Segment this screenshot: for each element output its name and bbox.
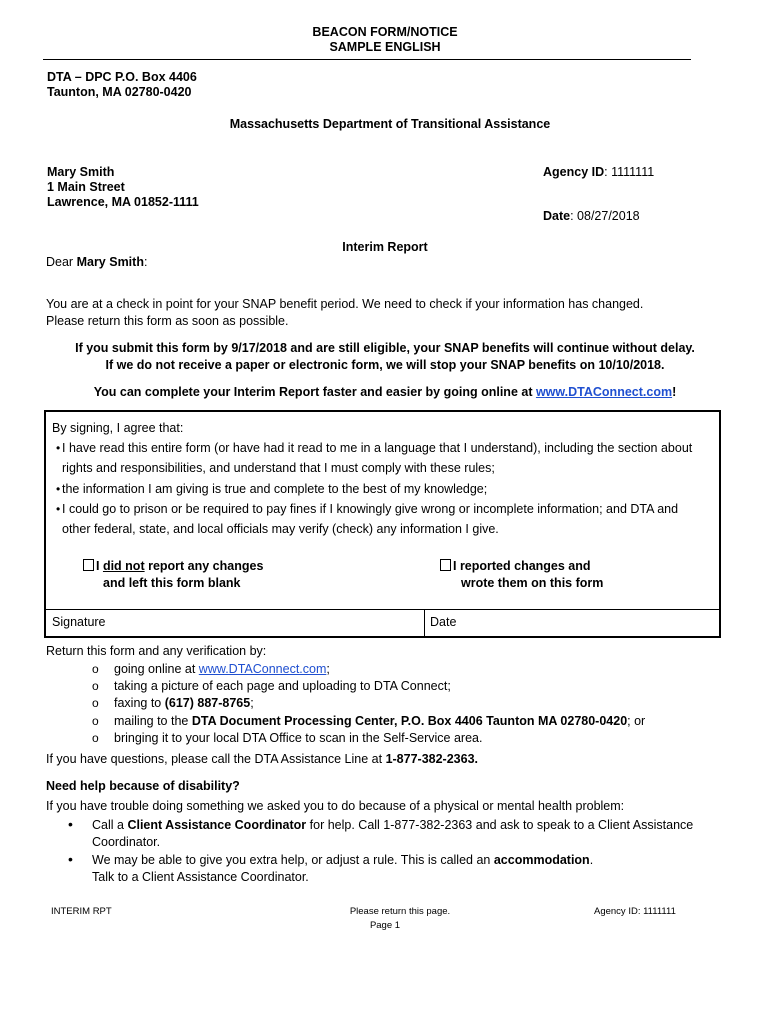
greeting-suffix: : (143, 255, 148, 269)
agreement-item1-line2: rights and responsibilities, and understand that I must comply with these rules; (62, 461, 495, 475)
bullet-dot-1: • (56, 441, 61, 455)
footer-form-code: INTERIM RPT (51, 906, 112, 917)
return-office: bringing it to your local DTA Office to scan in the Self-Service area. (114, 731, 483, 745)
signature-field[interactable]: Signature (52, 615, 106, 629)
footer-page-number: Page 1 (369, 920, 401, 931)
date-label: Date (543, 209, 571, 223)
return-fax-text: faxing to (114, 696, 165, 710)
recipient-city: Lawrence, MA 01852-1111 (47, 195, 199, 209)
agency-id (543, 165, 654, 180)
form-title: BEACON FORM/NOTICE (312, 25, 458, 39)
return-mail (114, 713, 645, 730)
questions-text: If you have questions, please call the DTA Assistance Line at (46, 752, 386, 766)
return-mail-text: mailing to the (114, 714, 192, 728)
no-changes-option[interactable] (83, 558, 263, 575)
no-changes-text: I (96, 559, 103, 573)
recipient-name: Mary Smith (47, 165, 115, 179)
return-online-text: going online at (114, 662, 199, 676)
questions-phone: 1-877-382-2363. (385, 752, 478, 766)
disability-item2 (92, 852, 593, 869)
date-field[interactable]: Date (430, 615, 457, 629)
notice-date (543, 209, 640, 224)
disability-item1-emphasis: Client Assistance Coordinator (127, 818, 307, 832)
deadline-line1: If you submit this form by 9/17/2018 and are still eligible, your SNAP benefits will continue without delay. (75, 341, 695, 355)
date-value: : 08/27/2018 (570, 209, 640, 223)
no-changes-line2: and left this form blank (103, 576, 241, 590)
no-changes-emphasis: did not (102, 559, 145, 573)
greeting-name: Mary Smith (76, 255, 144, 269)
circle-bullet-1: o (92, 662, 99, 676)
changes-line2: wrote them on this form (461, 576, 604, 590)
greeting-prefix: Dear (46, 255, 77, 269)
intro-line2: Please return this form as soon as possible. (46, 314, 289, 328)
disability-item1-text-end: for help. Call 1-877-382-2363 and ask to speak to a Client Assistance (306, 818, 694, 832)
no-changes-checkbox[interactable] (83, 559, 94, 571)
circle-bullet-2: o (92, 679, 99, 693)
return-online-link[interactable]: www.DTAConnect.com (198, 662, 327, 676)
agreement-item3-line1: I could go to prison or be required to pay fines if I knowingly give wrong or incomplete information; and DTA and (62, 502, 679, 516)
disability-item2-line2: Talk to a Client Assistance Coordinator. (92, 870, 309, 884)
disability-item2-text-end: . (589, 853, 594, 867)
return-online (114, 661, 330, 678)
return-mail-address: DTA Document Processing Center, P.O. Box 4406 Taunton MA 02780-0420 (191, 714, 628, 728)
disability-bullet-1: • (68, 816, 73, 832)
footer-return-note: Please return this page. (349, 906, 451, 917)
disability-item2-emphasis: accommodation (493, 853, 590, 867)
agency-id-value: : 1111111 (604, 165, 655, 179)
disability-item1-text: Call a (92, 818, 128, 832)
return-mail-suffix: ; or (627, 714, 646, 728)
online-notice-text: You can complete your Interim Report faster and easier by going online at (93, 385, 536, 399)
deadline-line2: If we do not receive a paper or electronic form, we will stop your SNAP benefits on 10/10/2018. (105, 358, 665, 372)
agency-name: Massachusetts Department of Transitional Assistance (229, 117, 551, 131)
agreement-item3-line2: other federal, state, and local officials may verify (check) any information I give. (62, 522, 499, 536)
recipient-street: 1 Main Street (47, 180, 125, 194)
circle-bullet-3: o (92, 696, 99, 710)
return-intro: Return this form and any verification by: (46, 644, 267, 658)
agreement-item1-line1: I have read this entire form (or have had it read to me in a language that I understand), including the section about (62, 441, 693, 455)
signature-row-divider (46, 609, 719, 610)
changes-checkbox[interactable] (440, 559, 451, 571)
agency-id-label: Agency ID (543, 165, 605, 179)
bullet-dot-3: • (56, 502, 61, 516)
return-address-line2: Taunton, MA 02780-0420 (47, 85, 192, 99)
changes-option[interactable] (440, 558, 591, 575)
footer-agency-id: Agency ID: 1111111 (594, 906, 676, 917)
disability-heading: Need help because of disability? (46, 779, 240, 793)
greeting (46, 254, 147, 271)
return-fax-number: (617) 887-8765 (164, 696, 251, 710)
disability-item2-text: We may be able to give you extra help, or adjust a rule. This is called an (92, 853, 494, 867)
agreement-box (44, 410, 721, 638)
changes-text: I reported changes and (453, 559, 591, 573)
disability-bullet-2: • (68, 851, 73, 867)
agreement-item2: the information I am giving is true and complete to the best of my knowledge; (62, 482, 488, 496)
intro-line1: You are at a check in point for your SNAP benefit period. We need to check if your information has changed. (46, 297, 644, 311)
return-fax-suffix: ; (250, 696, 254, 710)
circle-bullet-4: o (92, 714, 99, 728)
form-subtitle: SAMPLE ENGLISH (329, 40, 441, 54)
no-changes-text-end: report any changes (144, 559, 264, 573)
disability-item1-line2: Coordinator. (92, 835, 161, 849)
questions-line (46, 751, 478, 768)
dtaconnect-link[interactable]: www.DTAConnect.com (535, 385, 673, 399)
agreement-intro: By signing, I agree that: (52, 421, 184, 435)
return-online-suffix: ; (326, 662, 330, 676)
return-picture: taking a picture of each page and uploading to DTA Connect; (114, 679, 451, 693)
disability-intro: If you have trouble doing something we asked you to do because of a physical or mental health problem: (46, 799, 625, 813)
bullet-dot-2: • (56, 482, 61, 496)
online-notice (0, 384, 770, 401)
report-title: Interim Report (342, 240, 428, 254)
online-notice-suffix: ! (672, 385, 677, 399)
return-fax (114, 695, 254, 712)
disability-item1 (92, 817, 693, 834)
circle-bullet-5: o (92, 731, 99, 745)
return-address-line1: DTA – DPC P.O. Box 4406 (47, 70, 197, 84)
header-rule (43, 59, 691, 60)
signature-column-divider (424, 609, 425, 636)
